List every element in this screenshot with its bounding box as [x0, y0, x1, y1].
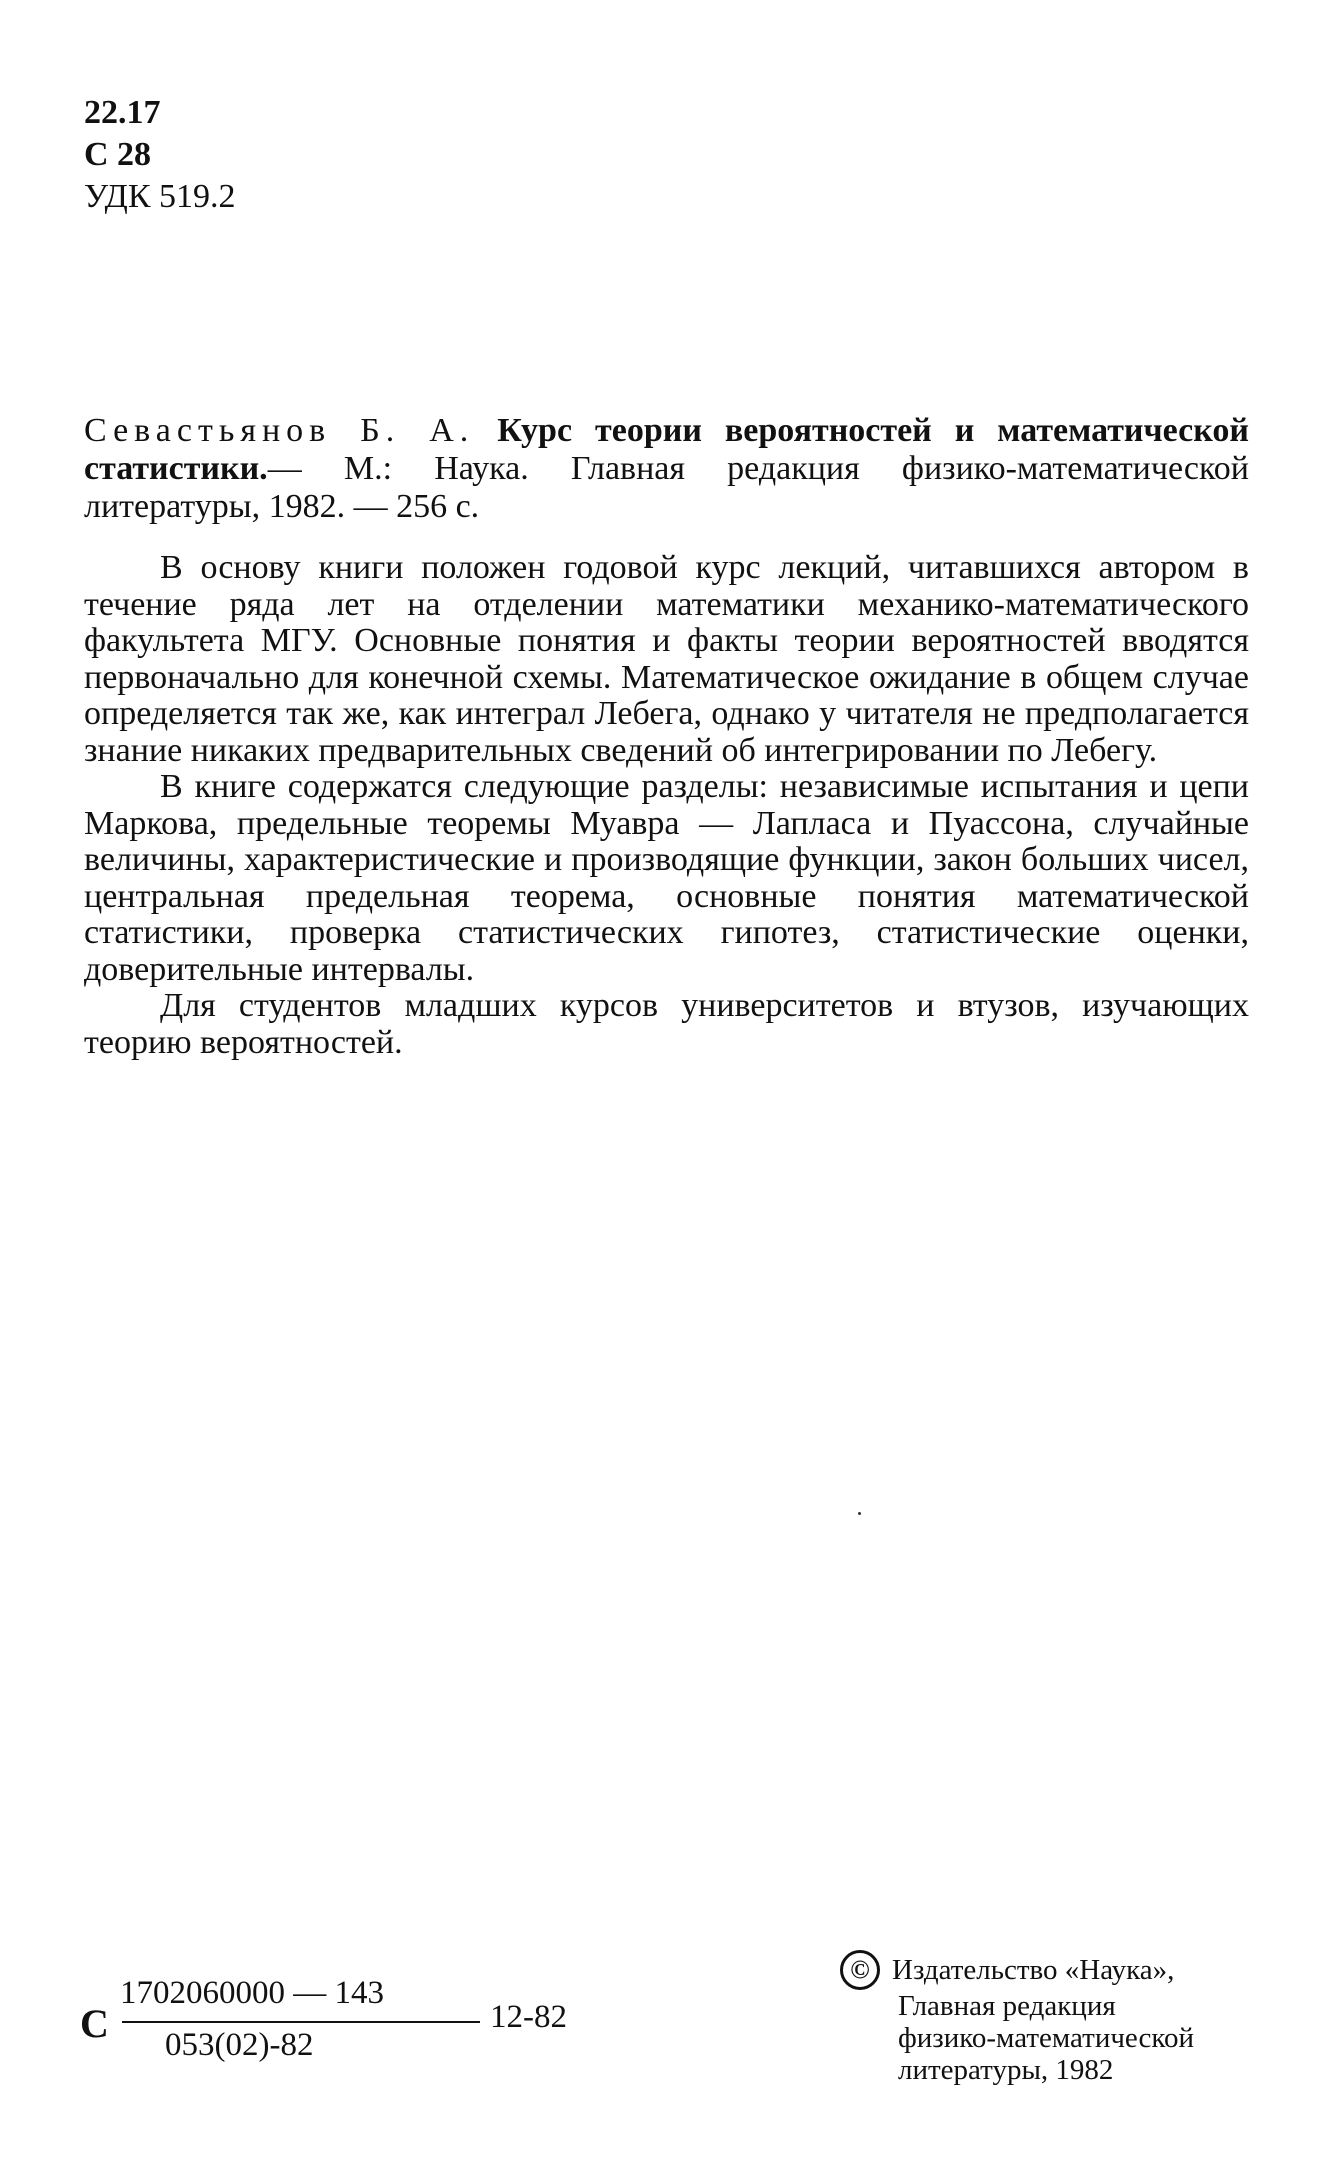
- fraction-bar: [122, 2021, 480, 2023]
- citation-title: Курс теории вероятностей и математической статистики.: [84, 412, 1249, 487]
- copyright-line: физико-математической: [898, 2022, 1195, 2054]
- catalog-numerator: 1702060000 — 143: [120, 1975, 384, 2011]
- copyright-line: Главная редакция: [898, 1990, 1116, 2022]
- catalog-letter: С: [80, 2001, 109, 2046]
- catalog-denominator: 053(02)-82: [165, 2027, 314, 2063]
- author-mark: С 28: [84, 136, 152, 173]
- copyright-icon: ©: [840, 1950, 880, 1990]
- citation-author: Севастьянов Б. А.: [84, 412, 475, 449]
- bbk-index: 22.17: [84, 94, 161, 131]
- annotation: [84, 550, 1249, 1061]
- udk-index: УДК 519.2: [84, 178, 236, 215]
- classification-block: [84, 92, 236, 218]
- catalog-suffix: 12-82: [490, 1999, 567, 2035]
- annotation-paragraph: В основу книги положен годовой курс лекций, читавшихся автором в течение ряда лет на отделении математики механико-математического факультета МГУ. Основные понятия и факты теории вероятностей вводятся первоначально для конечной схемы. Математическое ожидание в общем случае определяется так же, как интеграл Лебега, однако у читателя не предполагается знание никаких предварительных сведений об интегрировании по Лебегу.: [84, 549, 1249, 769]
- copyright-line: Издательство «Наука»,: [892, 1954, 1175, 1986]
- catalog-code: [80, 1975, 567, 2085]
- annotation-paragraph: Для студентов младших курсов университетов и втузов, изучающих теорию вероятностей.: [84, 987, 1249, 1061]
- bibliographic-citation: [84, 412, 1249, 526]
- annotation-paragraph: В книге содержатся следующие разделы: независимые испытания и цепи Маркова, предельные теоремы Муавра — Лапласа и Пуассона, случайные величины, характеристические и производящие функции, закон больших чисел, центральная предельная теорема, основные понятия математической статистики, проверка статистических гипотез, статистические оценки, доверительные интервалы.: [84, 768, 1249, 988]
- copyright-line: литературы, 1982: [898, 2054, 1114, 2086]
- copyright-notice: [842, 1950, 1272, 2086]
- print-speck: [858, 1512, 861, 1515]
- citation-imprint: — М.: Наука. Главная редакция физико-математической литературы, 1982. — 256 с.: [84, 450, 1249, 525]
